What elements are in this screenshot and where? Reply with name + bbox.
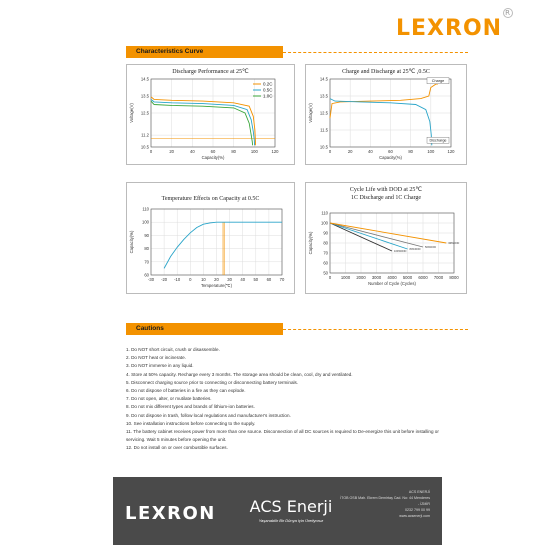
section-characteristics: Characteristics Curve xyxy=(126,46,283,58)
y-tick-label: 60 xyxy=(144,272,149,278)
x-axis-label: Capacity(%) xyxy=(201,155,225,160)
x-tick-label: 40 xyxy=(367,149,373,154)
x-tick-label: 120 xyxy=(271,149,279,154)
y-tick-label: 70 xyxy=(323,250,328,256)
legend-label: 0.5C xyxy=(263,87,273,93)
y-tick-label: 14.5 xyxy=(319,76,328,82)
x-tick-label: 0 xyxy=(189,277,192,282)
series-line xyxy=(330,223,408,249)
y-axis-label: Capacity(%) xyxy=(308,231,313,255)
y-tick-label: 110 xyxy=(142,206,149,212)
x-tick-label: 5000 xyxy=(402,275,413,280)
x-axis-label: Temperature(℃) xyxy=(201,283,232,288)
y-tick-label: 11.5 xyxy=(320,127,328,133)
company-name: ACS ENERJİ xyxy=(408,490,430,494)
x-tick-label: 40 xyxy=(189,149,195,154)
x-tick-label: 50 xyxy=(253,277,259,282)
caution-item: 3. Do NOT immerse in any liquid. xyxy=(126,363,194,369)
x-tick-label: 40 xyxy=(240,277,246,282)
chart-svg-3 xyxy=(306,183,466,293)
x-tick-label: 60 xyxy=(210,149,216,154)
x-tick-label: 3000 xyxy=(371,275,382,280)
cautions-list xyxy=(126,346,466,453)
x-tick-label: 100 xyxy=(427,149,435,154)
registered-mark: R xyxy=(505,8,511,17)
section-divider xyxy=(283,329,468,330)
chart-temperature-effects xyxy=(126,182,295,294)
acs-logo xyxy=(245,497,337,523)
chart-svg-1 xyxy=(306,65,466,164)
y-tick-label: 100 xyxy=(321,220,328,226)
y-tick-label: 13.5 xyxy=(140,93,149,99)
x-tick-label: 10 xyxy=(201,277,206,282)
caution-item: 5. Disconnect charging source prior to connecting or disconnecting battery terminals. xyxy=(126,379,299,385)
y-tick-label: 12.5 xyxy=(319,110,328,116)
x-tick-label: 0 xyxy=(149,149,153,154)
legend-label: 0.2C xyxy=(263,81,273,87)
y-tick-label: 70 xyxy=(144,259,149,265)
caution-item: 4. Store at 50% capacity. Recharge every 3 months. The storage area should be clean, cool, dry and ventilated. xyxy=(126,371,353,377)
section-cautions: Cautions xyxy=(126,323,283,335)
x-axis-label: Capacity(%) xyxy=(379,155,402,160)
caution-item: 7. Do not open, alter, or mutilate batteries. xyxy=(126,396,212,402)
company-address: İTOB OSB Mah. Ekrem Demirtaş Cad. No: 44 Menderes - İZMİR xyxy=(340,496,430,506)
y-tick-label: 10.5 xyxy=(140,144,149,150)
series-label: 100%DOD xyxy=(394,250,407,253)
x-tick-label: 100 xyxy=(250,149,258,154)
y-tick-label: 100 xyxy=(142,219,149,225)
chart-cycle-life xyxy=(305,182,467,294)
caution-item: 10. See installation instructions before connecting to the supply. xyxy=(126,420,256,426)
chart-svg-2 xyxy=(127,183,294,293)
legend-label: 1.0C xyxy=(263,93,273,99)
y-tick-label: 11.2 xyxy=(141,132,149,138)
series-label: 80%DOD xyxy=(409,248,421,251)
caution-item: 11. The battery cabinet receives power from more than one source. Disconnection of all DC sources is required to De-energize this unit before installing or xyxy=(126,429,439,435)
caution-item: 1. Do NOT short circuit, crush or disassemble. xyxy=(126,347,220,352)
x-tick-label: -20 xyxy=(161,277,168,282)
x-tick-label: -10 xyxy=(174,277,181,282)
y-tick-label: 90 xyxy=(323,230,328,236)
acs-name: ACS Enerji xyxy=(249,497,333,516)
x-tick-label: 0 xyxy=(328,275,332,280)
series-line xyxy=(151,97,256,145)
series-label: 30%DOD xyxy=(448,242,460,245)
x-tick-label: 20 xyxy=(169,149,175,154)
x-tick-label: 20 xyxy=(347,149,353,154)
caution-item: 12. Do not install on or over combustible surfaces. xyxy=(126,445,228,451)
y-tick-label: 110 xyxy=(321,210,328,216)
x-tick-label: 60 xyxy=(266,277,272,282)
caution-item: servicing. Wait 5 minutes before opening the unit. xyxy=(126,437,227,443)
x-tick-label: 4000 xyxy=(387,275,397,280)
x-tick-label: 1000 xyxy=(340,275,351,280)
chart-title: Cycle Life with DOD at 25℃ xyxy=(349,187,423,193)
annotation-label: Charge xyxy=(431,79,445,84)
caution-item: 6. Do not dispose of batteries in a fire as they can explode. xyxy=(126,388,246,394)
y-tick-label: 90 xyxy=(144,232,149,238)
y-tick-label: 14.5 xyxy=(140,76,149,82)
x-tick-label: 6000 xyxy=(418,275,428,280)
acs-slogan: Yaşanabilir Bir Dünya için Üretiyoruz xyxy=(258,518,324,523)
chart-charge-discharge xyxy=(305,64,467,165)
x-tick-label: 120 xyxy=(447,149,455,154)
x-tick-label: 7000 xyxy=(433,275,444,280)
footer xyxy=(113,477,442,545)
section-divider xyxy=(283,52,468,53)
chart-discharge-performance xyxy=(126,64,295,165)
chart-svg-0 xyxy=(127,65,294,164)
chart-subtitle: 1C Discharge and 1C Charge xyxy=(350,195,422,201)
x-tick-label: 80 xyxy=(408,149,414,154)
series-line xyxy=(330,99,432,146)
series-label: 50%DOD xyxy=(425,246,436,249)
y-axis-label: Capacity(%) xyxy=(129,230,134,254)
y-tick-label: 12.5 xyxy=(140,110,149,116)
company-web[interactable]: www.acsenerji.com xyxy=(399,514,430,518)
x-tick-label: 60 xyxy=(388,149,393,154)
x-tick-label: 20 xyxy=(214,277,219,282)
x-tick-label: 2000 xyxy=(356,275,366,280)
y-tick-label: 80 xyxy=(323,240,328,246)
x-tick-label: -30 xyxy=(147,277,155,282)
company-phone: 0232 799 00 99 xyxy=(405,508,430,512)
footer-logo: LEXRON xyxy=(125,503,216,524)
caution-item: 2. Do NOT heat or incinerate. xyxy=(126,355,186,361)
caution-item: 8. Do not mix different types and brands of lithium-ion batteries. xyxy=(126,404,255,410)
chart-title: Temperature Effects on Capacity at 0.5C xyxy=(161,196,260,202)
caution-item: 9. Do not dispose in trash, follow local regulations and manufacturer's instruction. xyxy=(126,412,291,418)
y-tick-label: 10.5 xyxy=(319,144,328,150)
x-tick-label: 70 xyxy=(279,277,285,282)
y-tick-label: 60 xyxy=(323,260,328,266)
y-axis-label: Voltage(V) xyxy=(129,103,134,123)
y-tick-label: 13.5 xyxy=(319,93,328,99)
x-tick-label: 0 xyxy=(328,149,332,154)
chart-title: Charge and Discharge at 25℃ ,0.5C xyxy=(342,69,430,75)
x-tick-label: 80 xyxy=(231,149,237,154)
chart-title: Discharge Performance at 25℃ xyxy=(172,69,249,75)
y-axis-label: Voltage(V) xyxy=(308,103,313,123)
x-tick-label: 8000 xyxy=(449,275,459,280)
contact-info xyxy=(340,489,430,519)
brand-logo: $LEXRON^R$ xyxy=(396,8,511,41)
x-axis-label: Number of Cycle (Cycles) xyxy=(368,281,416,286)
annotation-label: Discharge xyxy=(429,138,447,143)
x-tick-label: 30 xyxy=(227,277,232,282)
y-tick-label: 80 xyxy=(144,246,149,252)
y-tick-label: 50 xyxy=(323,270,328,276)
